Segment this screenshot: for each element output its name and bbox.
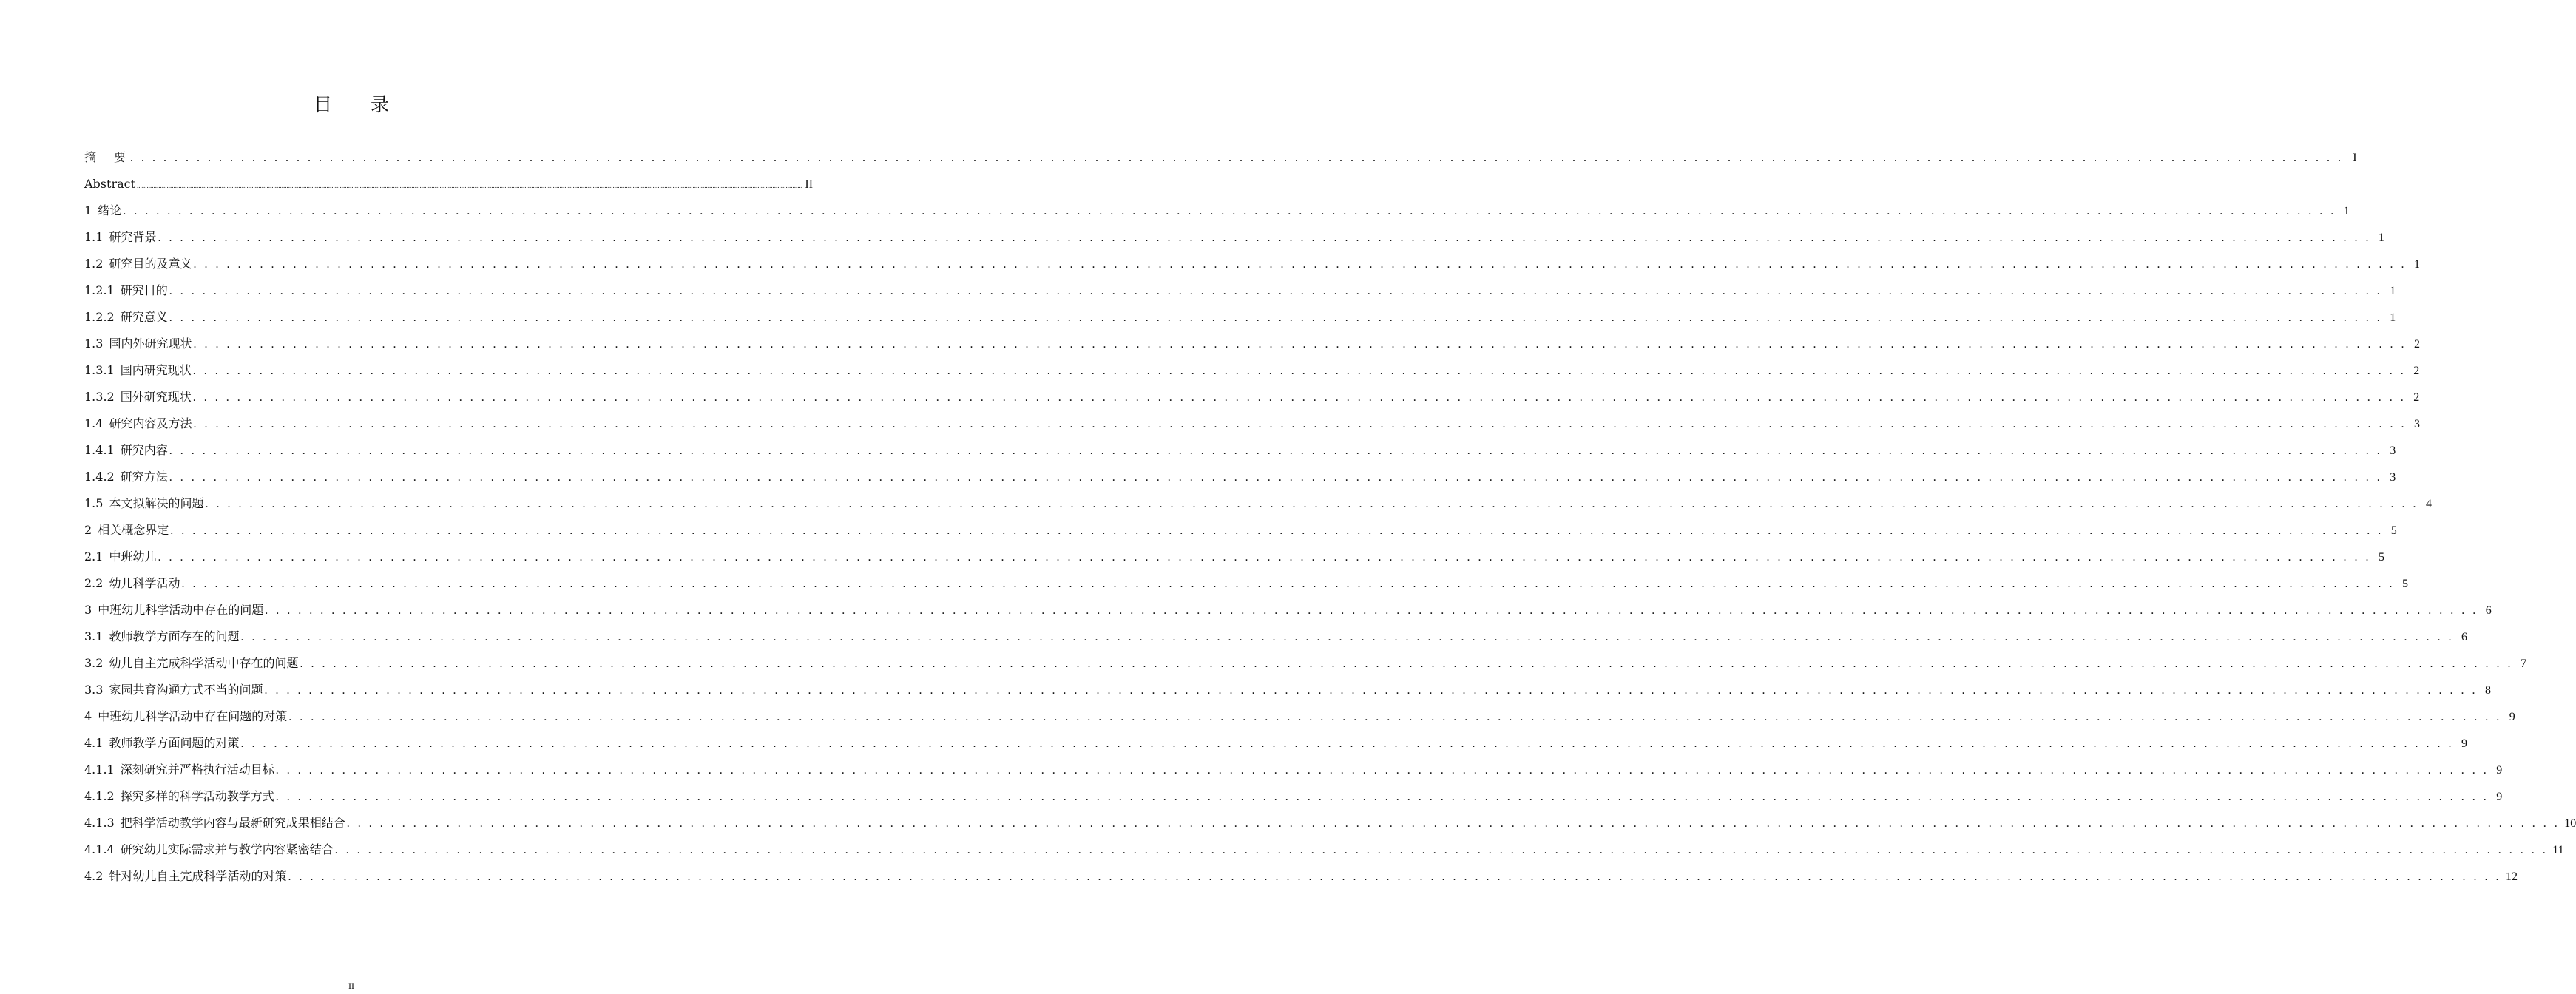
toc-entry-title: 相关概念界定 — [98, 523, 169, 537]
toc-leader-dots: . . . . . . . . . . . . . . . . . . . . . . . . . . . . . . . . . . . . . . . . . . . . . . . . . . . . . . . . . . . . . . . . . . . . . . . . . . . . . . . . . . . . . . . . . . . . . . . . . . . . . . . . . . . . . . . . . . . . . . . . . . . . . . . . . . . . . . . . . . . . . . . . . . . . . . . . . . . . . . . . . . . . . . . . . . . . . . . . . . . . . . . . . . . . . . . . . . . . . . . . — [169, 444, 2383, 457]
toc-entry[interactable] — [84, 464, 2396, 490]
toc-entry-number: 2.2 — [84, 576, 104, 590]
toc-entry[interactable] — [84, 597, 2492, 623]
toc-entry-title: 研究目的 — [120, 283, 168, 297]
toc-entry-page: 11 — [2552, 844, 2564, 856]
toc-entry-number: 4.1.3 — [84, 816, 115, 830]
toc-leader-dots: . . . . . . . . . . . . . . . . . . . . . . . . . . . . . . . . . . . . . . . . . . . . . . . . . . . . . . . . . . . . . . . . . . . . . . . . . . . . . . . . . . . . . . . . . . . . . . . . . . . . . . . . . . . . . . . . . . . . . . . . . . . . . . . . . . . . . . . . . . . . . . . . . . . . . . . . . . . . . . . . . . . . . . . . . . . . . . . . . . . . . . . . . . . . . . . . . . . . . . . . — [288, 711, 2502, 723]
toc-entry-page: 12 — [2505, 870, 2518, 883]
toc-entry-number: 4.2 — [84, 869, 104, 883]
toc-entry-page: 2 — [2413, 391, 2420, 404]
toc-leader-dots: . . . . . . . . . . . . . . . . . . . . . . . . . . . . . . . . . . . . . . . . . . . . . . . . . . . . . . . . . . . . . . . . . . . . . . . . . . . . . . . . . . . . . . . . . . . . . . . . . . . . . . . . . . . . . . . . . . . . . . . . . . . . . . . . . . . . . . . . . . . . . . . . . . . . . . . . . . . . . . . . . . . . . . . . . . . . . . . . . . . . . . . . . . . . . . . . . . . . . . . . — [240, 737, 2454, 750]
toc-entry-title: 国内研究现状 — [120, 363, 192, 377]
toc-entry-page: 5 — [2378, 551, 2384, 564]
toc-entry-number: 3.3 — [84, 683, 104, 697]
toc-entry[interactable] — [84, 437, 2396, 464]
toc-leader-dots: . . . . . . . . . . . . . . . . . . . . . . . . . . . . . . . . . . . . . . . . . . . . . . . . . . . . . . . . . . . . . . . . . . . . . . . . . . . . . . . . . . . . . . . . . . . . . . . . . . . . . . . . . . . . . . . . . . . . . . . . . . . . . . . . . . . . . . . . . . . . . . . . . . . . . . . . . . . . . . . . . . . . . . . . . . . . . . . . . . . . . . . . . . . . . . . . . . . . . . . . — [205, 498, 2418, 510]
toc-entry-title: 摘 要 — [84, 150, 129, 164]
toc-entry-number: 1.3.2 — [84, 390, 115, 404]
toc-leader-dots: . . . . . . . . . . . . . . . . . . . . . . . . . . . . . . . . . . . . . . . . . . . . . . . . . . . . . . . . . . . . . . . . . . . . . . . . . . . . . . . . . . . . . . . . . . . . . . . . . . . . . . . . . . . . . . . . . . . . . . . . . . . . . . . . . . . . . . . . . . . . . . . . . . . . . . . . . . . . . . . . . . . . . . . . . . . . . . . . . . . . . . . . . . . . . . . . . . . . . . . . — [169, 471, 2383, 484]
toc-entry[interactable] — [84, 357, 2420, 384]
toc-leader-dots: . . . . . . . . . . . . . . . . . . . . . . . . . . . . . . . . . . . . . . . . . . . . . . . . . . . . . . . . . . . . . . . . . . . . . . . . . . . . . . . . . . . . . . . . . . . . . . . . . . . . . . . . . . . . . . . . . . . . . . . . . . . . . . . . . . . . . . . . . . . . . . . . . . . . . . . . . . . . . . . . . . . . . . . . . . . . . . . . . . . . . . . . . . . . . . . . . . . . . . . . — [193, 418, 2407, 430]
toc-leader-dots: . . . . . . . . . . . . . . . . . . . . . . . . . . . . . . . . . . . . . . . . . . . . . . . . . . . . . . . . . . . . . . . . . . . . . . . . . . . . . . . . . . . . . . . . . . . . . . . . . . . . . . . . . . . . . . . . . . . . . . . . . . . . . . . . . . . . . . . . . . . . . . . . . . . . . . . . . . . . . . . . . . . . . . . . . . . . . . . . . . . . . . . . . . . . . . . . . . . . . . . . — [193, 258, 2407, 271]
toc-entry-page: 9 — [2496, 791, 2503, 803]
page-number: II — [348, 981, 354, 991]
toc-entry[interactable] — [84, 623, 2467, 650]
toc-entry-page: 2 — [2413, 338, 2420, 351]
toc-entry[interactable] — [84, 517, 2397, 544]
toc-entry-page: 8 — [2484, 684, 2491, 697]
toc-entry-page: 5 — [2390, 524, 2397, 537]
toc-entry[interactable] — [84, 251, 2420, 277]
toc-entry-page: 3 — [2413, 418, 2420, 430]
toc-entry[interactable] — [84, 650, 2526, 677]
toc-entry-page: 2 — [2413, 365, 2420, 377]
toc-entry[interactable] — [84, 384, 2420, 410]
toc-leader-dots: . . . . . . . . . . . . . . . . . . . . . . . . . . . . . . . . . . . . . . . . . . . . . . . . . . . . . . . . . . . . . . . . . . . . . . . . . . . . . . . . . . . . . . . . . . . . . . . . . . . . . . . . . . . . . . . . . . . . . . . . . . . . . . . . . . . . . . . . . . . . . . . . . . . . . . . . . . . . . . . . . . . . . . . . . . . . . . . . . . . . . . . . . . . . . . . . . . . . . . . . — [300, 657, 2513, 670]
toc-entry-title: 教师教学方面问题的对策 — [109, 736, 240, 750]
toc-entry-number: 1.2.2 — [84, 310, 115, 324]
toc-entry-number: 3.2 — [84, 656, 104, 670]
toc-entry-number: 1.1 — [84, 230, 104, 244]
toc-entry-page: 4 — [2425, 498, 2432, 510]
toc-entry-title: 幼儿自主完成科学活动中存在的问题 — [109, 656, 299, 670]
toc-entry-number: 4.1.2 — [84, 789, 115, 803]
toc-entry[interactable] — [84, 783, 2503, 810]
toc-entry-number: 1.5 — [84, 496, 104, 510]
toc-entry-page: 6 — [2485, 604, 2492, 617]
toc-leader-dots: . . . . . . . . . . . . . . . . . . . . . . . . . . . . . . . . . . . . . . . . . . . . . . . . . . . . . . . . . . . . . . . . . . . . . . . . . . . . . . . . . . . . . . . . . . . . . . . . . . . . . . . . . . . . . . . . . . . . . . . . . . . . . . . . . . . . . . . . . . . . . . . . . . . . . . . . . . . . . . . . . . . . . . . . . . . . . . . . . . . . . . . . . . . . . . . . . . . . . . . . — [288, 870, 2501, 883]
toc-entry-title: 研究幼儿实际需求并与教学内容紧密结合 — [120, 842, 334, 856]
toc-entry-number: 3.1 — [84, 629, 104, 643]
toc-entry-page: 6 — [2461, 631, 2467, 643]
toc-entry-title: 绪论 — [98, 203, 122, 217]
toc-entry[interactable] — [84, 570, 2408, 597]
toc-entry-title: 研究目的及意义 — [109, 257, 192, 271]
toc-entry-page: I — [2353, 152, 2357, 164]
toc-entry-page: 1 — [2390, 285, 2396, 297]
toc-entry-title: 研究内容 — [120, 443, 168, 457]
toc-entry-number: 2 — [84, 523, 92, 537]
toc-leader-dots: . . . . . . . . . . . . . . . . . . . . . . . . . . . . . . . . . . . . . . . . . . . . . . . . . . . . . . . . . . . . . . . . . . . . . . . . . . . . . . . . . . . . . . . . . . . . . . . . . . . . . . . . . . . . . . . . . . . . . . . . . . . . . . . . . . . . . . . . . . . . . . . . . . . . . . . . . . . . . . . . . . . . . . . . . . . . . . . . . . . . . . . . . . . . . . . . . . . . . . . . — [169, 285, 2383, 297]
toc-entry-number: 3 — [84, 603, 92, 617]
toc-entry[interactable] — [84, 277, 2396, 304]
toc-entry-page: 3 — [2390, 444, 2396, 457]
toc-entry-title: 把科学活动教学内容与最新研究成果相结合 — [120, 816, 345, 830]
toc-entry[interactable] — [84, 757, 2503, 783]
toc-entry[interactable] — [84, 490, 2432, 517]
toc-entry-title: 国外研究现状 — [120, 390, 192, 404]
toc-entry-title: 研究背景 — [109, 230, 157, 244]
toc-leader-dots: . . . . . . . . . . . . . . . . . . . . . . . . . . . . . . . . . . . . . . . . . . . . . . . . . . . . . . . . . . . . . . . . . . . . . . . . . . . . . . . . . . . . . . . . . . . . . . . . . . . . . . . . . . . . . . . . . . . . . . . . . . . . . . . . . . . . . . . . . . . . . . . . . . . . . . . . . . . . . . . . . . . . . . . . . . . . . . . . . . . . . . . . . . . . . . . . . . . . . . . . — [181, 578, 2395, 590]
toc-entry-number: 2.1 — [84, 550, 104, 564]
toc-entry-number: 1 — [84, 203, 92, 217]
toc-entry[interactable] — [84, 410, 2420, 437]
toc-entry-number: 1.4 — [84, 416, 104, 430]
toc-entry[interactable] — [84, 197, 2350, 224]
page-title: 目 录 — [314, 94, 405, 115]
toc-entry-number: 4.1.4 — [84, 842, 115, 856]
toc-entry[interactable] — [84, 171, 814, 197]
toc-entry-page: 1 — [2343, 205, 2350, 217]
toc-entry-page: 1 — [2378, 231, 2384, 244]
toc-leader-dots: . . . . . . . . . . . . . . . . . . . . . . . . . . . . . . . . . . . . . . . . . . . . . . . . . . . . . . . . . . . . . . . . . . . . . . . . . . . . . . . . . . . . . . . . . . . . . . . . . . . . . . . . . . . . . . . . . . . . . . . . . . . . . . . . . . . . . . . . . . . . . . . . . . . . . . . . . . . . . . . . . . . . . . . . . . . . . . . . . . . . . . . . . . . . . . . . . . . . . . . . — [346, 817, 2560, 830]
toc-leader-dots: . . . . . . . . . . . . . . . . . . . . . . . . . . . . . . . . . . . . . . . . . . . . . . . . . . . . . . . . . . . . . . . . . . . . . . . . . . . . . . . . . . . . . . . . . . . . . . . . . . . . . . . . . . . . . . . . . . . . . . . . . . . . . . . . . . . . . . . . . . . . . . . . . . . . . . . . . . . . . . . . . . . . . . . . . . . . . . . . . . . . . . . . . . . . . . . . . . . . . . . . — [334, 844, 2549, 856]
toc-leader-dots: . . . . . . . . . . . . . . . . . . . . . . . . . . . . . . . . . . . . . . . . . . . . . . . . . . . . . . . . . . . . . . . . . . . . . . . . . . . . . . . . . . . . . . . . . . . . . . . . . . . . . . . . . . . . . . . . . . . . . . . . . . . . . . . . . . . . . . . . . . . . . . . . . . . . . . . . . . . . . . . . . . . . . . . . . . . . . . . . . . . . . . . . . . . . . . . . . . . . . . . . — [169, 311, 2383, 324]
toc-entry-title: 研究内容及方法 — [109, 416, 192, 430]
toc-entry-title: 国内外研究现状 — [109, 337, 192, 351]
toc-entry[interactable] — [84, 331, 2420, 357]
toc-entry[interactable] — [84, 677, 2491, 703]
toc-entry-title: 幼儿科学活动 — [109, 576, 180, 590]
toc-entry-number: 4.1 — [84, 736, 104, 750]
toc-entry-title: 深刻研究并严格执行活动目标 — [120, 763, 274, 777]
toc-entry-number: 4.1.1 — [84, 763, 115, 777]
toc-leader-dots: . . . . . . . . . . . . . . . . . . . . . . . . . . . . . . . . . . . . . . . . . . . . . . . . . . . . . . . . . . . . . . . . . . . . . . . . . . . . . . . . . . . . . . . . . . . . . . . . . . . . . . . . . . . . . . . . . . . . . . . . . . . . . . . . . . . . . . . . . . . . . . . . . . . . . . . . . . . . . . . . . . . . . . . . . . . . . . . . . . . . . . . . . . . . . . . . . . . . . . . . — [240, 631, 2454, 643]
toc-entry-title: 家园共育沟通方式不当的问题 — [109, 683, 263, 697]
toc-entry-page: 5 — [2401, 578, 2408, 590]
toc-leader-dots: . . . . . . . . . . . . . . . . . . . . . . . . . . . . . . . . . . . . . . . . . . . . . . . . . . . . . . . . . . . . . . . . . . . . . . . . . . . . . . . . . . . . . . . . . . . . . . . . . . . . . . . . . . . . . . . . . . . . . . . . . . . . . . . . . . . . . . . . . . . . . . . . . . . . . . . . . . . . . . . . . . . . . . . . . . . . . . . . . . . . . . . . . . . . . . . . . . . . . . . . — [275, 764, 2489, 777]
toc-leader-dots: . . . . . . . . . . . . . . . . . . . . . . . . . . . . . . . . . . . . . . . . . . . . . . . . . . . . . . . . . . . . . . . . . . . . . . . . . . . . . . . . . . . . . . . . . . . . . . . . . . . . . . . . . . . . . . . . . . . . . . . . . . . . . . . . . . . . . . . . . . . . . . . . . . . . . . . . . . . . . . . . . . . . . . . . . . . . . . . . . . . . . . . . . . . . . . . . . . . . . . . . — [158, 231, 2371, 244]
toc-entry-page: II — [805, 178, 814, 191]
toc-entry-title: 针对幼儿自主完成科学活动的对策 — [109, 869, 287, 883]
toc-entry-title: 中班幼儿科学活动中存在的问题 — [98, 603, 264, 617]
toc-entry-title: 教师教学方面存在的问题 — [109, 629, 240, 643]
toc-entry-number: 1.3.1 — [84, 363, 115, 377]
toc-entry-number: 1.3 — [84, 337, 104, 351]
toc-entry[interactable] — [84, 836, 2564, 863]
toc-entry-title: 研究方法 — [120, 470, 168, 484]
toc-entry-title: 探究多样的科学活动教学方式 — [120, 789, 274, 803]
toc-entry-page: 1 — [2390, 311, 2396, 324]
toc-leader-dots: ................................................................................................................................................................................................................................................................................................................................................................................................................ — [137, 182, 803, 189]
toc-entry[interactable] — [84, 863, 2518, 890]
toc-entry[interactable] — [84, 304, 2396, 331]
toc-entry-title: 中班幼儿 — [109, 550, 157, 564]
toc-entry[interactable] — [84, 144, 2357, 171]
toc-entry[interactable] — [84, 544, 2384, 570]
toc-leader-dots: . . . . . . . . . . . . . . . . . . . . . . . . . . . . . . . . . . . . . . . . . . . . . . . . . . . . . . . . . . . . . . . . . . . . . . . . . . . . . . . . . . . . . . . . . . . . . . . . . . . . . . . . . . . . . . . . . . . . . . . . . . . . . . . . . . . . . . . . . . . . . . . . . . . . . . . . . . . . . . . . . . . . . . . . . . . . . . . . . . . . . . . . . . . . . . . . . . . . . . . . — [130, 152, 2344, 164]
toc-entry-page: 3 — [2390, 471, 2396, 484]
toc-leader-dots: . . . . . . . . . . . . . . . . . . . . . . . . . . . . . . . . . . . . . . . . . . . . . . . . . . . . . . . . . . . . . . . . . . . . . . . . . . . . . . . . . . . . . . . . . . . . . . . . . . . . . . . . . . . . . . . . . . . . . . . . . . . . . . . . . . . . . . . . . . . . . . . . . . . . . . . . . . . . . . . . . . . . . . . . . . . . . . . . . . . . . . . . . . . . . . . . . . . . . . . . — [192, 391, 2407, 404]
toc-entry-page: 9 — [2461, 737, 2467, 750]
toc-entry-number: 1.2 — [84, 257, 104, 271]
toc-entry-page: 10 — [2564, 817, 2576, 830]
toc-leader-dots: . . . . . . . . . . . . . . . . . . . . . . . . . . . . . . . . . . . . . . . . . . . . . . . . . . . . . . . . . . . . . . . . . . . . . . . . . . . . . . . . . . . . . . . . . . . . . . . . . . . . . . . . . . . . . . . . . . . . . . . . . . . . . . . . . . . . . . . . . . . . . . . . . . . . . . . . . . . . . . . . . . . . . . . . . . . . . . . . . . . . . . . . . . . . . . . . . . . . . . . . — [123, 205, 2336, 217]
toc-entry-page: 1 — [2413, 258, 2420, 271]
toc-entry[interactable] — [84, 703, 2515, 730]
toc-leader-dots: . . . . . . . . . . . . . . . . . . . . . . . . . . . . . . . . . . . . . . . . . . . . . . . . . . . . . . . . . . . . . . . . . . . . . . . . . . . . . . . . . . . . . . . . . . . . . . . . . . . . . . . . . . . . . . . . . . . . . . . . . . . . . . . . . . . . . . . . . . . . . . . . . . . . . . . . . . . . . . . . . . . . . . . . . . . . . . . . . . . . . . . . . . . . . . . . . . . . . . . . — [192, 365, 2407, 377]
table-of-contents — [84, 144, 2576, 890]
toc-entry-number: 4 — [84, 709, 92, 723]
toc-entry-title: 中班幼儿科学活动中存在问题的对策 — [98, 709, 288, 723]
toc-entry-number: 1.2.1 — [84, 283, 115, 297]
toc-entry-page: 9 — [2509, 711, 2515, 723]
toc-entry-page: 9 — [2496, 764, 2503, 777]
toc-entry-page: 7 — [2520, 657, 2526, 670]
toc-leader-dots: . . . . . . . . . . . . . . . . . . . . . . . . . . . . . . . . . . . . . . . . . . . . . . . . . . . . . . . . . . . . . . . . . . . . . . . . . . . . . . . . . . . . . . . . . . . . . . . . . . . . . . . . . . . . . . . . . . . . . . . . . . . . . . . . . . . . . . . . . . . . . . . . . . . . . . . . . . . . . . . . . . . . . . . . . . . . . . . . . . . . . . . . . . . . . . . . . . . . . . . . — [265, 604, 2478, 617]
toc-leader-dots: . . . . . . . . . . . . . . . . . . . . . . . . . . . . . . . . . . . . . . . . . . . . . . . . . . . . . . . . . . . . . . . . . . . . . . . . . . . . . . . . . . . . . . . . . . . . . . . . . . . . . . . . . . . . . . . . . . . . . . . . . . . . . . . . . . . . . . . . . . . . . . . . . . . . . . . . . . . . . . . . . . . . . . . . . . . . . . . . . . . . . . . . . . . . . . . . . . . . . . . . — [275, 791, 2489, 803]
toc-entry-title: Abstract — [84, 177, 136, 191]
toc-entry-number: 1.4.2 — [84, 470, 115, 484]
toc-entry[interactable] — [84, 730, 2467, 757]
toc-entry-title: 研究意义 — [120, 310, 168, 324]
toc-entry-title: 本文拟解决的问题 — [109, 496, 204, 510]
toc-leader-dots: . . . . . . . . . . . . . . . . . . . . . . . . . . . . . . . . . . . . . . . . . . . . . . . . . . . . . . . . . . . . . . . . . . . . . . . . . . . . . . . . . . . . . . . . . . . . . . . . . . . . . . . . . . . . . . . . . . . . . . . . . . . . . . . . . . . . . . . . . . . . . . . . . . . . . . . . . . . . . . . . . . . . . . . . . . . . . . . . . . . . . . . . . . . . . . . . . . . . . . . . — [170, 524, 2384, 537]
toc-entry[interactable] — [84, 810, 2576, 836]
toc-leader-dots: . . . . . . . . . . . . . . . . . . . . . . . . . . . . . . . . . . . . . . . . . . . . . . . . . . . . . . . . . . . . . . . . . . . . . . . . . . . . . . . . . . . . . . . . . . . . . . . . . . . . . . . . . . . . . . . . . . . . . . . . . . . . . . . . . . . . . . . . . . . . . . . . . . . . . . . . . . . . . . . . . . . . . . . . . . . . . . . . . . . . . . . . . . . . . . . . . . . . . . . . — [158, 551, 2371, 564]
toc-entry[interactable] — [84, 224, 2384, 251]
toc-entry-number: 1.4.1 — [84, 443, 115, 457]
toc-leader-dots: . . . . . . . . . . . . . . . . . . . . . . . . . . . . . . . . . . . . . . . . . . . . . . . . . . . . . . . . . . . . . . . . . . . . . . . . . . . . . . . . . . . . . . . . . . . . . . . . . . . . . . . . . . . . . . . . . . . . . . . . . . . . . . . . . . . . . . . . . . . . . . . . . . . . . . . . . . . . . . . . . . . . . . . . . . . . . . . . . . . . . . . . . . . . . . . . . . . . . . . . — [264, 684, 2478, 697]
toc-leader-dots: . . . . . . . . . . . . . . . . . . . . . . . . . . . . . . . . . . . . . . . . . . . . . . . . . . . . . . . . . . . . . . . . . . . . . . . . . . . . . . . . . . . . . . . . . . . . . . . . . . . . . . . . . . . . . . . . . . . . . . . . . . . . . . . . . . . . . . . . . . . . . . . . . . . . . . . . . . . . . . . . . . . . . . . . . . . . . . . . . . . . . . . . . . . . . . . . . . . . . . . . — [193, 338, 2407, 351]
